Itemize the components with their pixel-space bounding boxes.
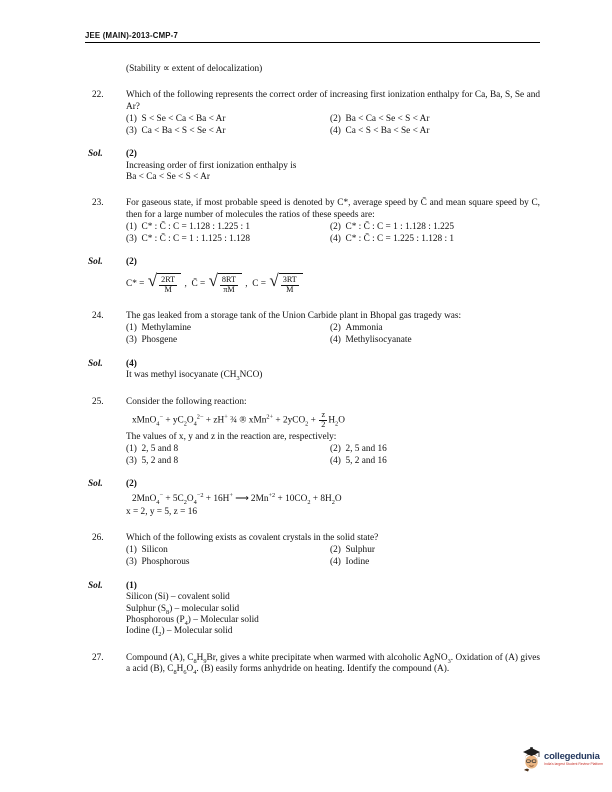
options-grid (126, 443, 540, 467)
solution-23 (85, 257, 540, 296)
question-25 (85, 397, 540, 468)
footer-logo (521, 746, 611, 772)
question-text: Which of the following exists as covalent crystals in the solid state? (126, 533, 379, 544)
collegedunia-mascot-icon (521, 746, 542, 772)
option-1: (1) Methylamine (126, 323, 192, 334)
option-1: (1) 2, 5 and 8 (126, 443, 179, 454)
sol-label: Sol. (88, 358, 103, 369)
option-3: (3) 5, 2 and 8 (126, 455, 179, 466)
reaction-equation: xMnO$_4$− + $yC_2O_4^{2-} + zH^+$ ¾ ® xMn$^{2+}$ + 2yCO$_2$ + $\frac{z}{2}$ $H_2O$ (132, 410, 345, 429)
sol-line: Phosphorous $(P_4)$ – Molecular solid (126, 614, 259, 627)
sol-line: Ba < Ca < Se < S < Ar (126, 172, 210, 183)
solution-body (126, 359, 540, 382)
option-4: (4) C* : C̄ : C = 1.225 : 1.128 : 1 (330, 233, 455, 244)
question-text: Compound (A), $C_8H_9Br$, gives a white precipitate when warmed with alcoholic AgNO$_3$. Oxidation of (A) gives a acid (B), $C_8H_6O_4$. (B) easily forms anhydride on heating. Identify the compound (A). (126, 652, 540, 677)
sol-answer: (2) (126, 479, 137, 490)
options-grid (126, 545, 540, 569)
options-grid (126, 113, 540, 137)
footer-text (544, 752, 603, 766)
option-4: (4) Methylisocyanate (330, 335, 412, 346)
question-24 (85, 311, 540, 346)
sol-line: Sulphur $(S_8)$ – molecular solid (126, 603, 240, 616)
solution-body (126, 581, 540, 638)
option-4: (4) Iodine (330, 557, 370, 568)
question-number: 25. (92, 396, 104, 407)
page-header (85, 30, 540, 43)
brand-name: collegedunia (544, 751, 600, 762)
option-2: (2) 2, 5 and 16 (330, 443, 387, 454)
question-intro: Consider the following reaction: (126, 396, 247, 407)
option-3: (3) Phosphorous (126, 557, 190, 568)
solution-body (126, 479, 540, 518)
question-22 (85, 90, 540, 137)
option-2: (2) Sulphur (330, 545, 375, 556)
solution-25 (85, 479, 540, 518)
question-number: 26. (92, 533, 104, 544)
sol-line: Iodine $(I_2)$ – Molecular solid (126, 626, 233, 639)
question-26 (85, 533, 540, 568)
question-body (126, 311, 540, 346)
sol-label: Sol. (88, 149, 103, 160)
sol-label: Sol. (88, 257, 103, 268)
question-body (126, 90, 540, 137)
question-number: 27. (92, 652, 104, 663)
speed-formulas: C* = √ $\frac{2RT}{M}$ , C̄ = √ $\frac{8RT}{\pi M}$ , C = √ $\frac{3RT}{M}$ (126, 273, 540, 295)
option-4: (4) Ca < S < Ba < Se < Ar (330, 125, 430, 136)
question-body (126, 397, 540, 468)
question-text: The gas leaked from a storage tank of the Union Carbide plant in Bhopal gas tragedy was: (126, 311, 462, 322)
question-body (126, 533, 540, 568)
sol-label: Sol. (88, 479, 103, 490)
option-3: (3) Phosgene (126, 335, 178, 346)
question-27 (85, 653, 540, 676)
option-1: (1) Silicon (126, 545, 168, 556)
option-2: (2) Ammonia (330, 323, 383, 334)
sol-answer: (2) (126, 257, 137, 268)
option-3: (3) C* : C̄ : C = 1 : 1.125 : 1.128 (126, 233, 251, 244)
option-3: (3) Ca < Ba < S < Se < Ar (126, 125, 226, 136)
question-number: 23. (92, 198, 104, 209)
sol-label: Sol. (88, 580, 103, 591)
sol-answer: (2) (126, 149, 137, 160)
question-body (126, 653, 540, 676)
brand-tagline: India's largest Student Review Platform (544, 762, 604, 766)
sol-answer: (4) (126, 358, 137, 369)
solution-body (126, 257, 540, 296)
question-body (126, 198, 540, 245)
solution-body (126, 149, 540, 183)
options-grid (126, 221, 540, 245)
header-title: JEE (MAIN)-2013-CMP-7 (85, 31, 179, 40)
question-number: 22. (92, 90, 104, 101)
sol-line: Silicon (Si) – covalent solid (126, 592, 230, 603)
question-text: Which of the following represents the correct order of increasing first ionization enthalpy for Ca, Ba, S, Se and Ar? (126, 90, 540, 112)
sol-line: Increasing order of first ionization enthalpy is (126, 160, 297, 171)
question-text: For gaseous state, if most probable speed is denoted by C*, average speed by C̄ and mean square speed by C, then for a large number of molecules the ratios of these speeds are: (126, 198, 540, 220)
balanced-equation: $2MnO_4^- + 5C_2O_4^{-2} + 16H^+$ ⟶ $2Mn^{+2} + 10CO_2 + 8H_2O$ (132, 491, 342, 506)
question-text: The values of x, y and z in the reaction are, respectively: (126, 431, 337, 442)
question-number: 24. (92, 311, 104, 322)
option-1: (1) C* : C̄ : C = 1.128 : 1.225 : 1 (126, 221, 251, 232)
sol-line: It was methyl isocyanate $(CH_3NCO)$ (126, 370, 263, 383)
option-1: (1) S < Se < Ca < Ba < Ar (126, 113, 226, 124)
option-2: (2) Ba < Ca < Se < S < Ar (330, 113, 430, 124)
option-4: (4) 5, 2 and 16 (330, 455, 387, 466)
question-23 (85, 198, 540, 245)
sol-line: x = 2, y = 5, z = 16 (126, 506, 197, 517)
solution-24 (85, 359, 540, 382)
sol-answer: (1) (126, 580, 137, 591)
content-column (85, 60, 540, 676)
stability-note: (Stability ∝ extent of delocalization) (126, 64, 263, 74)
solution-26 (85, 581, 540, 638)
solution-22 (85, 149, 540, 183)
option-2: (2) C* : C̄ : C = 1 : 1.128 : 1.225 (330, 221, 455, 232)
options-grid (126, 323, 540, 347)
